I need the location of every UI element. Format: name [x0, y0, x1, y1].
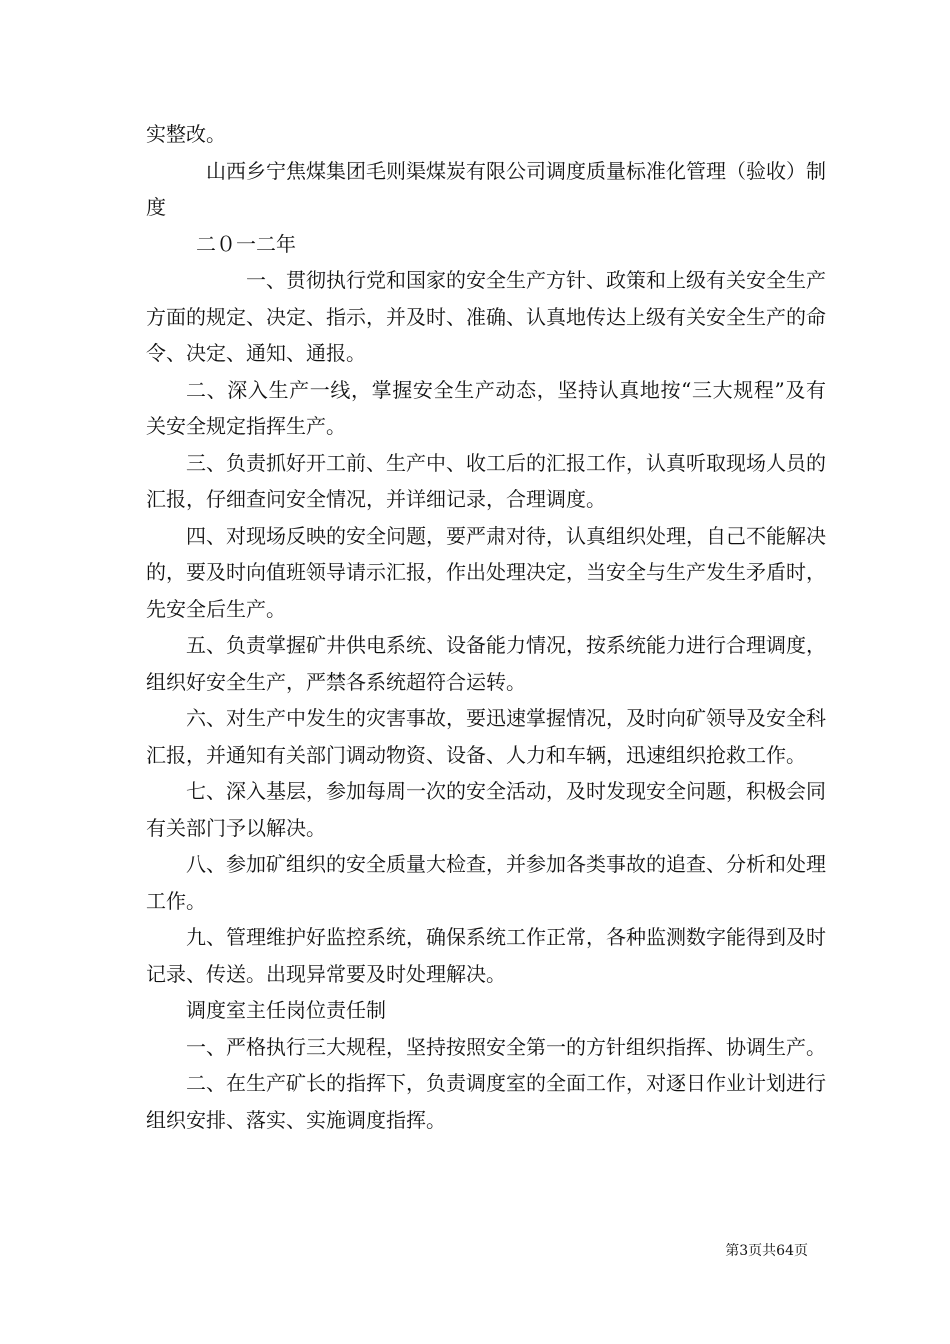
section-title: 山西乡宁焦煤集团毛则渠煤炭有限公司调度质量标准化管理（验收）制度 — [146, 158, 826, 219]
subsection-heading: 调度室主任岗位责任制 — [186, 998, 386, 1022]
paragraph-item-7: 七、深入基层，参加每周一次的安全活动，及时发现安全问题，积极会同有关部门予以解决。 — [146, 779, 826, 840]
paragraph-item-1: 一、贯彻执行党和国家的安全生产方针、政策和上级有关安全生产方面的规定、决定、指示，并及时、准确、认真地传达上级有关安全生产的命令、决定、通知、通报。 — [146, 268, 826, 365]
paragraph-item-4: 四、对现场反映的安全问题，要严肃对待，认真组织处理，自己不能解决的，要及时向值班领导请示汇报，作出处理决定，当安全与生产发生矛盾时，先安全后生产。 — [146, 523, 826, 621]
section-year: 二０一二年 — [196, 231, 296, 256]
paragraph-item-3: 三、负责抓好开工前、生产中、收工后的汇报工作，认真听取现场人员的汇报，仔细查问安全情况，并详细记录，合理调度。 — [146, 450, 826, 511]
paragraph-continuation: 实整改。 — [146, 122, 226, 146]
paragraph-item-8: 八、参加矿组织的安全质量大检查，并参加各类事故的追查、分析和处理工作。 — [146, 852, 826, 913]
paragraph-duty-2: 二、在生产矿长的指挥下，负责调度室的全面工作，对逐日作业计划进行组织安排、落实、实施调度指挥。 — [146, 1071, 826, 1132]
paragraph-item-2: 二、深入生产一线，掌握安全生产动态，坚持认真地按“三大规程”及有关安全规定指挥生产。 — [146, 377, 826, 438]
paragraph-item-6: 六、对生产中发生的灾害事故，要迅速掌握情况，及时向矿领导及安全科汇报，并通知有关部门调动物资、设备、人力和车辆，迅速组织抢救工作。 — [146, 706, 826, 767]
paragraph-item-9: 九、管理维护好监控系统，确保系统工作正常，各种监测数字能得到及时记录、传送。出现异常要及时处理解决。 — [146, 925, 826, 986]
page-number: 第3页共64页 — [725, 1243, 808, 1259]
paragraph-duty-1: 一、严格执行三大规程，坚持按照安全第一的方针组织指挥、协调生产。 — [186, 1034, 826, 1059]
document-body — [146, 116, 826, 1138]
paragraph-item-5: 五、负责掌握矿井供电系统、设备能力情况，按系统能力进行合理调度，组织好安全生产，严禁各系统超符合运转。 — [146, 633, 826, 694]
